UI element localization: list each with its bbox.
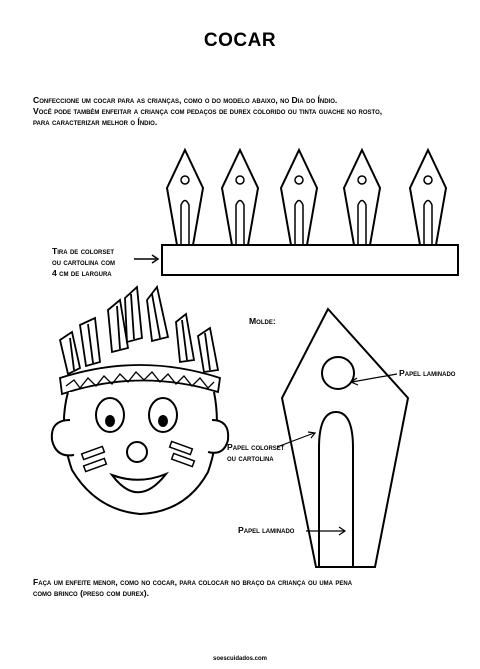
face-headband [60, 365, 220, 394]
feather-5 [410, 150, 446, 245]
bottom-line-2: como brinco (preso com durex). [33, 588, 149, 598]
strip-label-line-1: Tira de colorset [52, 246, 115, 256]
headband-strip [162, 245, 458, 275]
intro-line-2: Você pode também enfeitar a criança com pedaços de durex colorido ou tinta guache no rosto, [33, 106, 383, 116]
bottom-paragraph [33, 577, 463, 599]
label-colorset-line-1: Papel colorset [227, 442, 285, 452]
headdress-feathers [60, 287, 218, 374]
feather-4 [344, 150, 380, 245]
label-colorset-line-2: ou cartolina [227, 453, 274, 463]
intro-line-1: Confeccione um cocar para as crianças, como o do modelo abaixo, no Dia do Índio. [33, 95, 338, 105]
child-face-illustration [52, 287, 228, 514]
intro-paragraph [33, 95, 458, 128]
strip-label-line-3: 4 cm de largura [52, 268, 112, 278]
molde-label: Molde: [249, 316, 276, 326]
intro-line-3: para caracterizar melhor o Índio. [33, 117, 158, 127]
label-papel-laminado-bottom: Papel laminado [238, 525, 295, 535]
feather-2 [222, 150, 258, 245]
feather-3 [281, 150, 317, 245]
strip-label [52, 246, 152, 279]
bottom-line-1: Faça um enfeite menor, como no cocar, para colocar no braço da criança ou uma pena [33, 577, 353, 587]
strip-label-line-2: ou cartolina com [52, 257, 115, 267]
page-title: COCAR [203, 30, 277, 51]
label-papel-colorset [227, 442, 317, 464]
footer-site: soescuidados.com [212, 656, 268, 662]
label-papel-laminado-top: Papel laminado [399, 368, 456, 378]
feather-1 [167, 150, 203, 245]
